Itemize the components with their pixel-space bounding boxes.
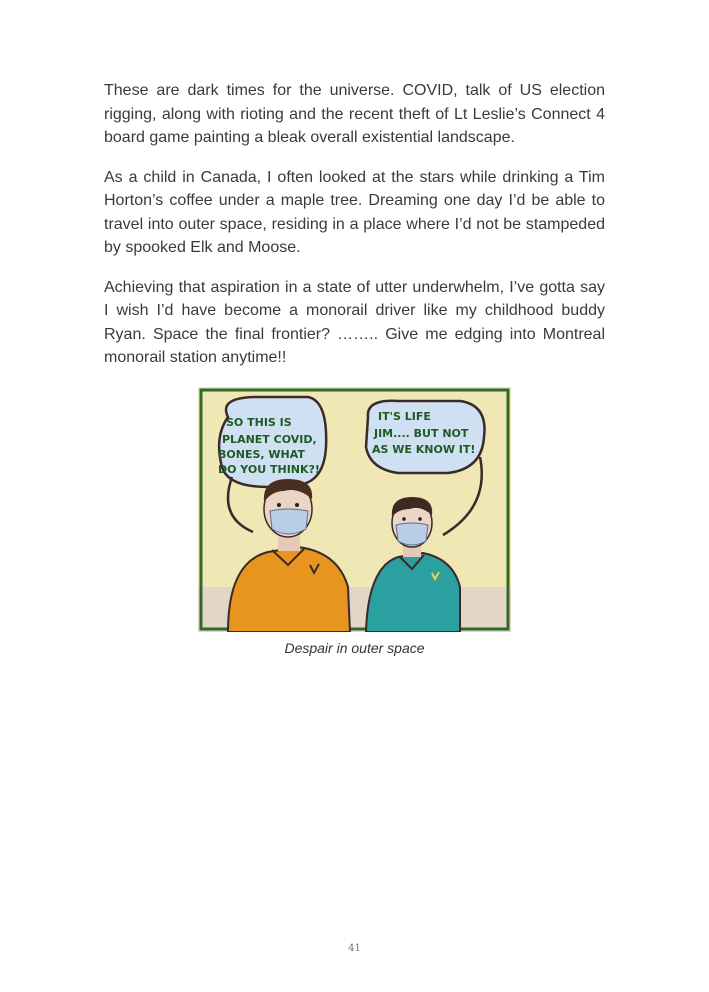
illustration [198, 387, 511, 632]
right-eye-1 [402, 517, 406, 521]
page-number: 41 [348, 943, 361, 954]
left-eye-1 [277, 503, 281, 507]
left-bubble-line-4: DO YOU THINK?! [218, 463, 320, 476]
paragraph-2: As a child in Canada, I often looked at the stars while drinking a Tim Horton’s coffee under a maple tree. Dreaming one day I’d be able to travel into outer space, residing in a place where I’d not be stampeded by spooked Elk and Moose. [104, 168, 605, 256]
right-mask [396, 523, 428, 545]
left-bubble-line-2: PLANET COVID, [222, 433, 317, 446]
left-bubble-line-1: SO THIS IS [226, 416, 292, 429]
right-eye-2 [418, 517, 422, 521]
right-bubble-line-1: IT'S LIFE [378, 410, 431, 423]
paragraph-3: Achieving that aspiration in a state of utter underwhelm, I’ve gotta say I wish I’d have become a monorail driver like my childhood buddy Ryan. Space the final frontier? …….. Give me edging into Montreal monorail station anytime!! [104, 278, 605, 366]
right-bubble-line-3: AS WE KNOW IT! [372, 443, 476, 456]
left-eye-2 [295, 503, 299, 507]
illustration-drawing [198, 387, 511, 632]
figure-caption: Despair in outer space [284, 640, 425, 656]
right-bubble-line-2: JIM.... BUT NOT [374, 427, 469, 440]
body-text [104, 79, 605, 386]
left-mask [270, 509, 308, 534]
left-bubble-line-3: BONES, WHAT [218, 448, 305, 461]
paragraph-1: These are dark times for the universe. COVID, talk of US election rigging, along with rioting and the recent theft of Lt Leslie’s Connect 4 board game painting a bleak overall existential landscape. [104, 82, 605, 146]
